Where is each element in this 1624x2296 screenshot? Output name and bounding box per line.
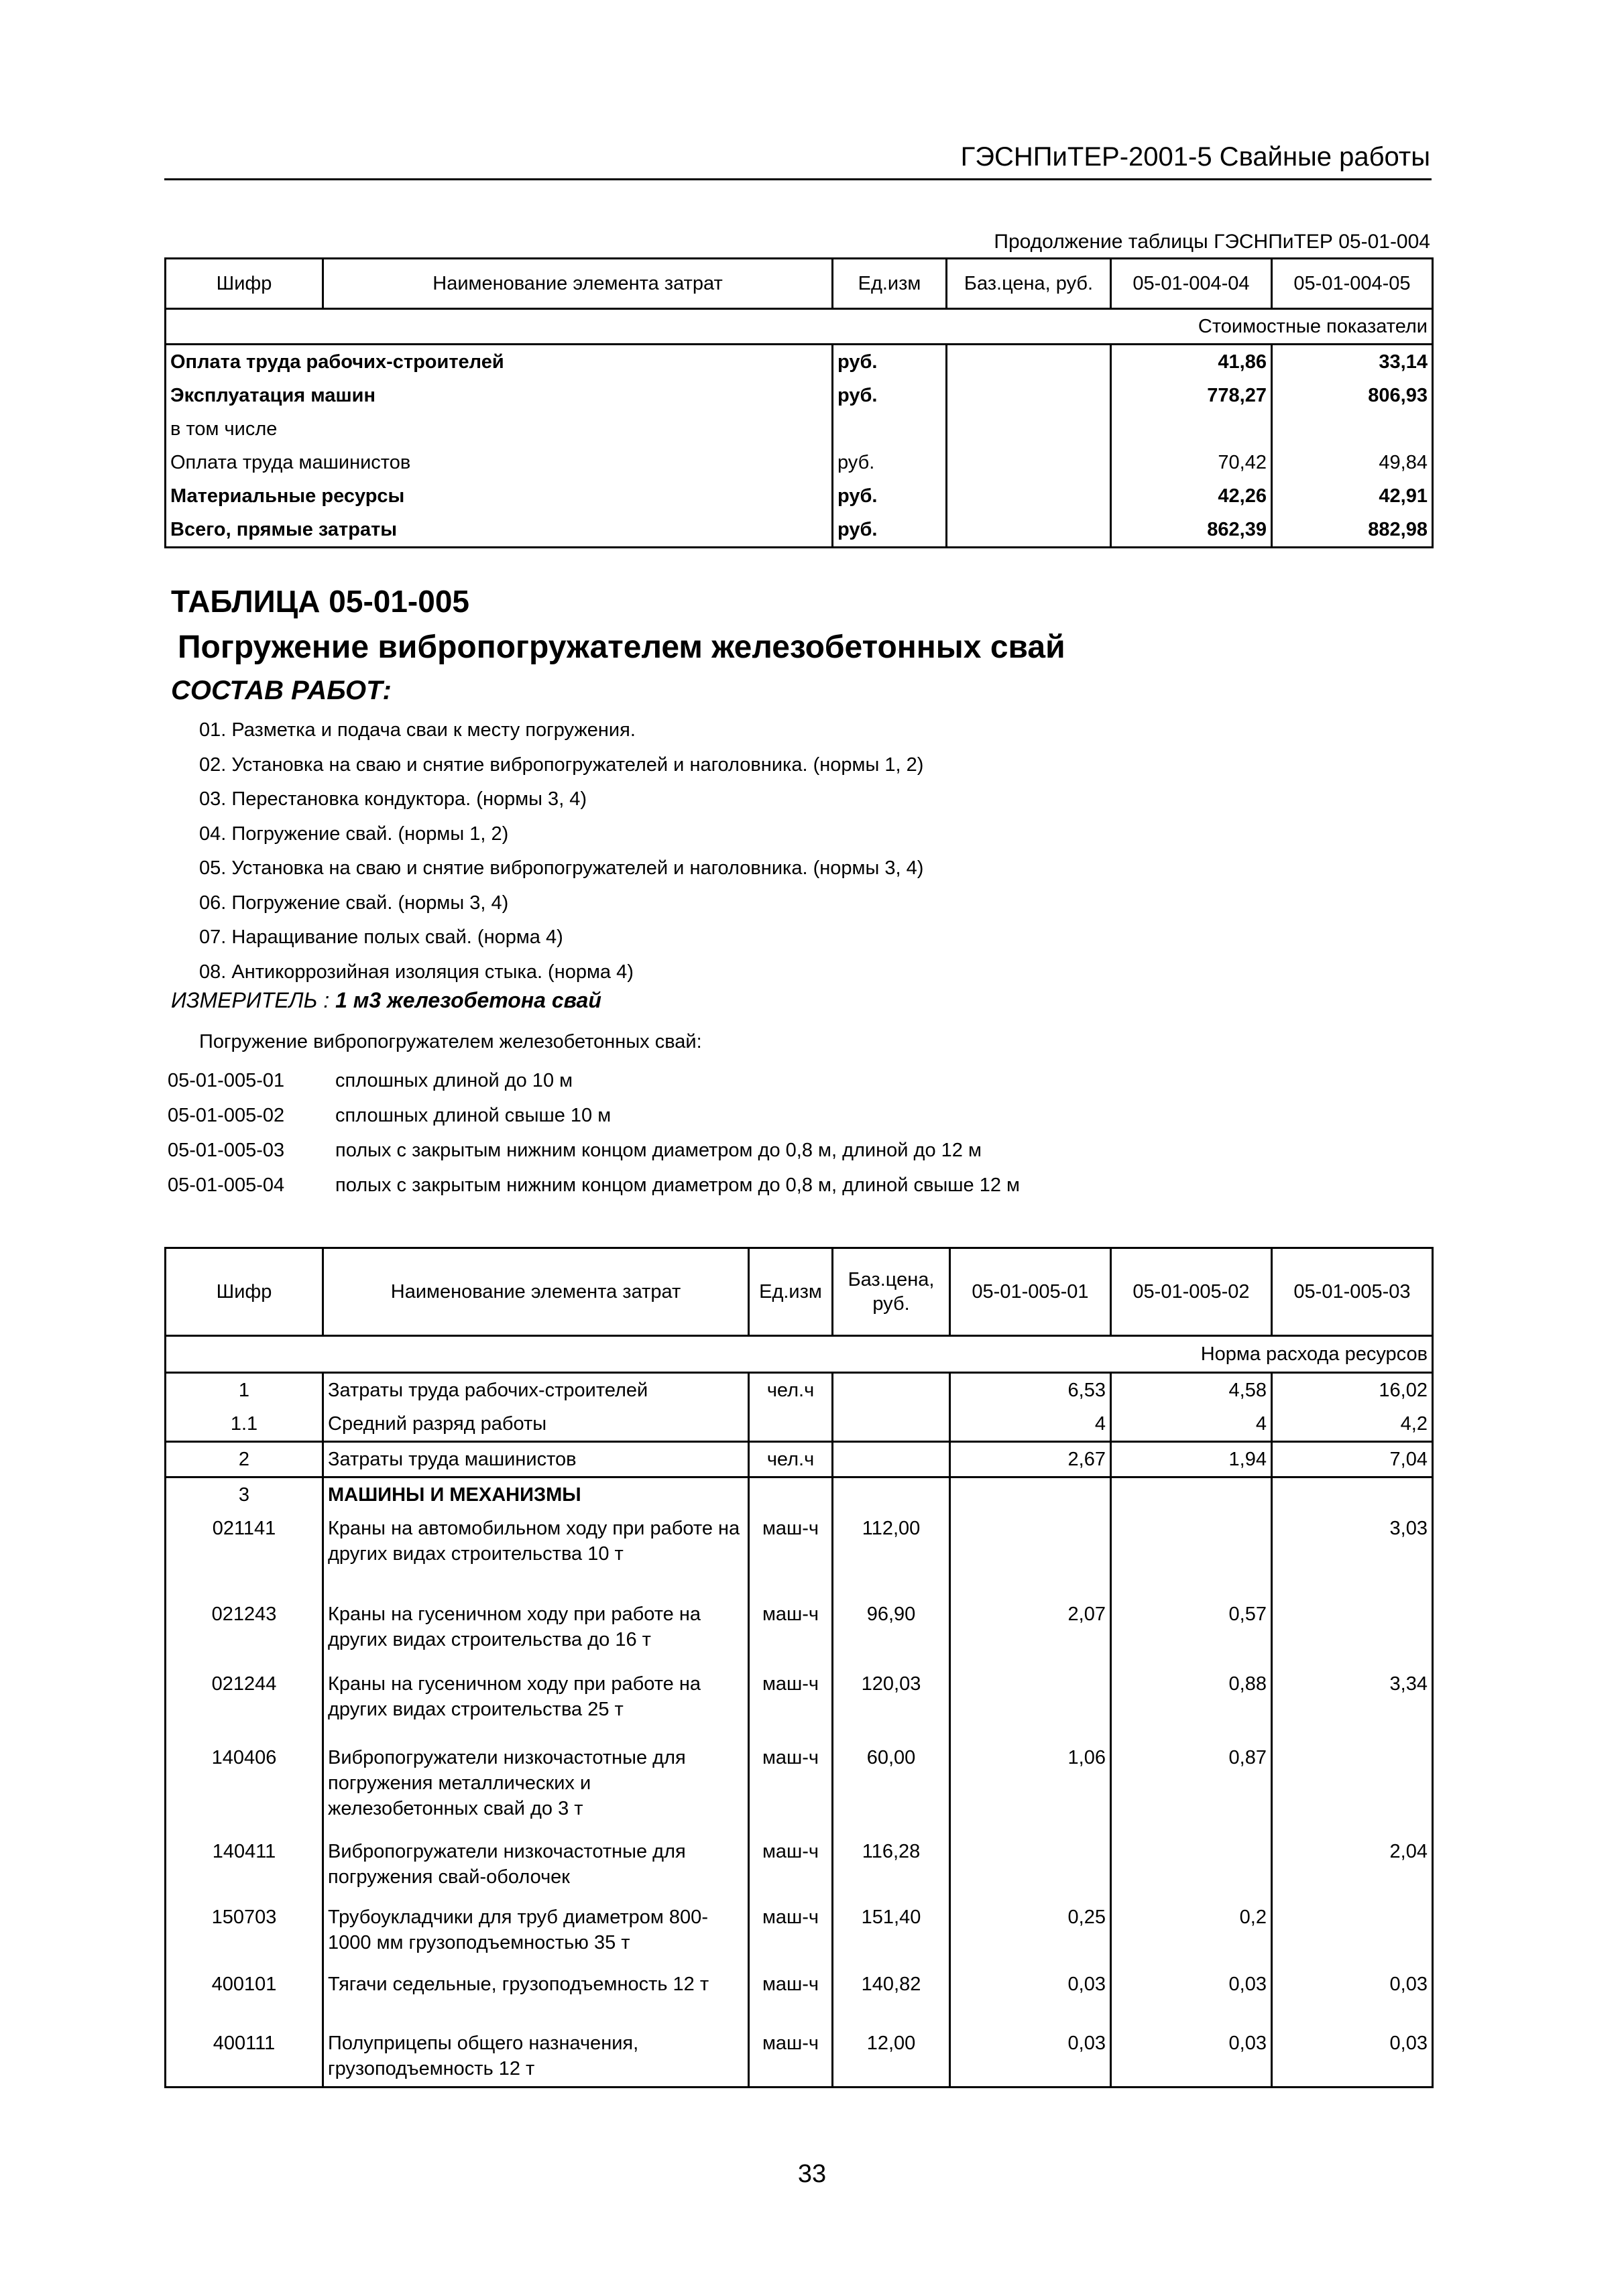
row-value: 4,58 — [1111, 1373, 1272, 1408]
row-code: 140406 — [166, 1741, 323, 1835]
table-section-row — [166, 1336, 1433, 1373]
table-row — [166, 1900, 1433, 1968]
row-price — [833, 1477, 950, 1512]
resource-norms-table — [164, 1247, 1434, 2088]
work-item: 05. Установка на сваю и снятие вибропогружателей и наголовника. (нормы 3, 4) — [199, 857, 924, 879]
cost-price — [947, 412, 1111, 446]
section-label: Норма расхода ресурсов — [166, 1336, 1433, 1373]
row-price — [833, 1442, 950, 1477]
column-header: 05-01-005-01 — [950, 1248, 1111, 1336]
cost-price — [947, 379, 1111, 412]
row-code: 150703 — [166, 1900, 323, 1968]
column-header: Ед.изм — [749, 1248, 833, 1336]
row-value: 0,03 — [950, 2027, 1111, 2087]
row-value — [950, 1512, 1111, 1597]
table-subtitle: Погружение вибропогружателем железобетонных свай — [178, 629, 1065, 665]
row-value: 2,04 — [1272, 1835, 1433, 1900]
cost-unit: руб. — [833, 513, 947, 548]
row-name: Средний разряд работы — [323, 1407, 749, 1442]
row-code: 2 — [166, 1442, 323, 1477]
column-header: 05-01-004-04 — [1111, 259, 1272, 309]
row-code: 021141 — [166, 1512, 323, 1597]
table-row — [166, 1741, 1433, 1835]
cost-value: 41,86 — [1111, 345, 1272, 379]
cost-price — [947, 345, 1111, 379]
row-value — [1272, 1900, 1433, 1968]
variants-intro: Погружение вибропогружателем железобетонных свай: — [199, 1031, 702, 1052]
work-item: 04. Погружение свай. (нормы 1, 2) — [199, 823, 509, 845]
row-price: 96,90 — [833, 1597, 950, 1667]
variant-desc: сплошных длиной свыше 10 м — [335, 1105, 612, 1126]
variant-row — [168, 1168, 1020, 1203]
cost-price — [947, 446, 1111, 479]
cost-value: 862,39 — [1111, 513, 1272, 548]
cost-unit: руб. — [833, 379, 947, 412]
cost-price — [947, 479, 1111, 513]
row-value: 0,2 — [1111, 1900, 1272, 1968]
work-item: 01. Разметка и подача сваи к месту погружения. — [199, 719, 636, 741]
row-price: 116,28 — [833, 1835, 950, 1900]
document-header-title: ГЭСНПиТЕР-2001-5 Свайные работы — [960, 142, 1430, 172]
row-value — [950, 1835, 1111, 1900]
variant-row — [168, 1063, 1020, 1098]
row-value: 3,03 — [1272, 1512, 1433, 1597]
cost-value: 778,27 — [1111, 379, 1272, 412]
column-header: Наименование элемента затрат — [323, 1248, 749, 1336]
row-unit — [749, 1477, 833, 1512]
table-row — [166, 1477, 1433, 1512]
cost-value: 806,93 — [1272, 379, 1433, 412]
table-row — [166, 1512, 1433, 1597]
row-price: 60,00 — [833, 1741, 950, 1835]
column-header: Баз.цена, руб. — [947, 259, 1111, 309]
row-price: 151,40 — [833, 1900, 950, 1968]
cost-name: Материальные ресурсы — [166, 479, 833, 513]
row-price: 120,03 — [833, 1667, 950, 1741]
row-price: 112,00 — [833, 1512, 950, 1597]
variant-code: 05-01-005-04 — [168, 1174, 285, 1196]
row-value — [1111, 1835, 1272, 1900]
cost-value — [1272, 412, 1433, 446]
row-value: 1,94 — [1111, 1442, 1272, 1477]
cost-value — [1111, 412, 1272, 446]
section-label: Стоимостные показатели — [166, 309, 1433, 345]
table-row — [166, 513, 1433, 548]
row-value: 0,03 — [1272, 2027, 1433, 2087]
column-header: Наименование элемента затрат — [323, 259, 833, 309]
row-unit: маш-ч — [749, 1835, 833, 1900]
table-row — [166, 479, 1433, 513]
row-value: 2,07 — [950, 1597, 1111, 1667]
cost-unit: руб. — [833, 479, 947, 513]
row-code: 3 — [166, 1477, 323, 1512]
cost-name: Всего, прямые затраты — [166, 513, 833, 548]
row-name: Краны на автомобильном ходу при работе на других видах строительства 10 т — [323, 1512, 749, 1597]
row-value — [950, 1477, 1111, 1512]
row-code: 400111 — [166, 2027, 323, 2087]
table-row — [166, 1667, 1433, 1741]
row-value — [1111, 1512, 1272, 1597]
row-value: 3,34 — [1272, 1667, 1433, 1741]
cost-value: 42,91 — [1272, 479, 1433, 513]
work-list — [199, 713, 923, 989]
table-continuation-label: Продолжение таблицы ГЭСНПиТЕР 05-01-004 — [994, 231, 1430, 253]
variant-row — [168, 1133, 1020, 1168]
header-rule — [164, 178, 1432, 180]
work-composition-heading: СОСТАВ РАБОТ: — [171, 676, 392, 705]
column-header: Ед.изм — [833, 259, 947, 309]
variant-desc: полых с закрытым нижним концом диаметром до 0,8 м, длиной до 12 м — [335, 1140, 982, 1161]
column-header: 05-01-005-03 — [1272, 1248, 1433, 1336]
variant-desc: сплошных длиной до 10 м — [335, 1070, 573, 1091]
row-value: 0,03 — [1111, 1968, 1272, 2027]
cost-unit: руб. — [833, 446, 947, 479]
row-value: 16,02 — [1272, 1373, 1433, 1408]
meter-label: ИЗМЕРИТЕЛЬ : — [171, 988, 330, 1012]
row-name: Краны на гусеничном ходу при работе на других видах строительства до 16 т — [323, 1597, 749, 1667]
table-row — [166, 1373, 1433, 1408]
cost-name: Оплата труда рабочих-строителей — [166, 345, 833, 379]
row-value: 7,04 — [1272, 1442, 1433, 1477]
row-unit: маш-ч — [749, 1900, 833, 1968]
row-code: 400101 — [166, 1968, 323, 2027]
row-value: 0,87 — [1111, 1741, 1272, 1835]
row-value — [1272, 1597, 1433, 1667]
cost-value: 882,98 — [1272, 513, 1433, 548]
work-item: 03. Перестановка кондуктора. (нормы 3, 4) — [199, 788, 587, 810]
cost-value: 42,26 — [1111, 479, 1272, 513]
row-code: 1 — [166, 1373, 323, 1408]
cost-unit: руб. — [833, 345, 947, 379]
row-name: Полуприцепы общего назначения, грузоподъемность 12 т — [323, 2027, 749, 2087]
work-item: 06. Погружение свай. (нормы 3, 4) — [199, 892, 509, 914]
row-unit: чел.ч — [749, 1373, 833, 1408]
variant-row — [168, 1098, 1020, 1133]
row-value — [950, 1667, 1111, 1741]
row-unit: маш-ч — [749, 1512, 833, 1597]
table-title: ТАБЛИЦА 05-01-005 — [171, 584, 469, 619]
table-row — [166, 1597, 1433, 1667]
row-unit: маш-ч — [749, 2027, 833, 2087]
row-price — [833, 1373, 950, 1408]
row-code: 021244 — [166, 1667, 323, 1741]
row-price — [833, 1407, 950, 1442]
table-row — [166, 446, 1433, 479]
table-row — [166, 1835, 1433, 1900]
row-name: МАШИНЫ И МЕХАНИЗМЫ — [323, 1477, 749, 1512]
cost-table — [164, 257, 1434, 548]
page-number: 33 — [797, 2160, 827, 2188]
cost-name: в том числе — [166, 412, 833, 446]
meter-value: 1 м3 железобетона свай — [335, 988, 601, 1012]
row-unit: маш-ч — [749, 1597, 833, 1667]
row-value: 0,03 — [1272, 1968, 1433, 2027]
row-name: Затраты труда машинистов — [323, 1442, 749, 1477]
row-value: 0,88 — [1111, 1667, 1272, 1741]
row-value: 6,53 — [950, 1373, 1111, 1408]
variants-list — [168, 1063, 1020, 1203]
row-unit — [749, 1407, 833, 1442]
cost-name: Эксплуатация машин — [166, 379, 833, 412]
row-value: 1,06 — [950, 1741, 1111, 1835]
row-price: 140,82 — [833, 1968, 950, 2027]
cost-value: 33,14 — [1272, 345, 1433, 379]
row-code: 1.1 — [166, 1407, 323, 1442]
row-value: 0,25 — [950, 1900, 1111, 1968]
row-unit: чел.ч — [749, 1442, 833, 1477]
table-section-row — [166, 309, 1433, 345]
cost-name: Оплата труда машинистов — [166, 446, 833, 479]
row-value: 4,2 — [1272, 1407, 1433, 1442]
work-item: 07. Наращивание полых свай. (норма 4) — [199, 926, 563, 948]
table-row — [166, 345, 1433, 379]
variant-desc: полых с закрытым нижним концом диаметром до 0,8 м, длиной свыше 12 м — [335, 1174, 1020, 1196]
table-row — [166, 412, 1433, 446]
variant-code: 05-01-005-01 — [168, 1070, 285, 1091]
cost-unit — [833, 412, 947, 446]
row-name: Краны на гусеничном ходу при работе на других видах строительства 25 т — [323, 1667, 749, 1741]
row-value — [1272, 1477, 1433, 1512]
table-header-row — [166, 1248, 1433, 1336]
row-value: 4 — [1111, 1407, 1272, 1442]
variant-code: 05-01-005-02 — [168, 1105, 285, 1126]
table-header-row — [166, 259, 1433, 309]
column-header: 05-01-004-05 — [1272, 259, 1433, 309]
row-name: Вибропогружатели низкочастотные для погружения свай-оболочек — [323, 1835, 749, 1900]
row-value: 0,57 — [1111, 1597, 1272, 1667]
row-value: 0,03 — [950, 1968, 1111, 2027]
row-price: 12,00 — [833, 2027, 950, 2087]
column-header: 05-01-005-02 — [1111, 1248, 1272, 1336]
work-item: 02. Установка на сваю и снятие вибропогружателей и наголовника. (нормы 1, 2) — [199, 753, 924, 776]
table-row — [166, 379, 1433, 412]
row-value: 2,67 — [950, 1442, 1111, 1477]
row-value — [1272, 1741, 1433, 1835]
cost-price — [947, 513, 1111, 548]
row-name: Тягачи седельные, грузоподъемность 12 т — [323, 1968, 749, 2027]
column-header: Шифр — [166, 1248, 323, 1336]
cost-value: 70,42 — [1111, 446, 1272, 479]
row-code: 021243 — [166, 1597, 323, 1667]
row-unit: маш-ч — [749, 1667, 833, 1741]
variant-code: 05-01-005-03 — [168, 1140, 285, 1161]
row-value — [1111, 1477, 1272, 1512]
column-header: Шифр — [166, 259, 323, 309]
work-item: 08. Антикоррозийная изоляция стыка. (норма 4) — [199, 961, 634, 983]
table-row — [166, 1407, 1433, 1442]
row-name: Трубоукладчики для труб диаметром 800-1000 мм грузоподъемностью 35 т — [323, 1900, 749, 1968]
measurement-unit — [171, 988, 601, 1013]
table-row — [166, 2027, 1433, 2087]
row-name: Вибропогружатели низкочастотные для погружения металлических и железобетонных свай до 3 т — [323, 1741, 749, 1835]
column-header: Баз.цена, руб. — [833, 1248, 950, 1336]
table-row — [166, 1968, 1433, 2027]
cost-value: 49,84 — [1272, 446, 1433, 479]
table-row — [166, 1442, 1433, 1477]
row-value: 4 — [950, 1407, 1111, 1442]
row-name: Затраты труда рабочих-строителей — [323, 1373, 749, 1408]
row-unit: маш-ч — [749, 1741, 833, 1835]
row-code: 140411 — [166, 1835, 323, 1900]
row-value: 0,03 — [1111, 2027, 1272, 2087]
row-unit: маш-ч — [749, 1968, 833, 2027]
